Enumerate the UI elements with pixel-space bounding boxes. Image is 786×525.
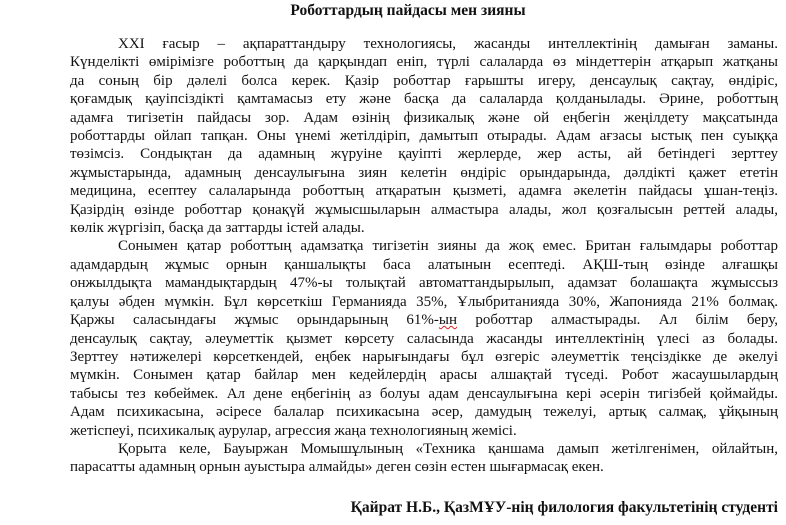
- text-line: Күнделікті өмірімізге роботтың да қарқындап еніп, түрлі салаларда өз міндеттерін атқарып жатқаны: [70, 54, 778, 71]
- text-line: роботтарды ойлап тапқан. Оны үнемі жетілдіріп, дамытып отырады. Адам ағзасы ыстық пен суыққа: [70, 128, 778, 145]
- text-line: Адам психикасына, әсіресе балалар психикасына әсер, дамудың тежелуі, артық салмақ, ұйқының: [70, 404, 778, 421]
- text-line: парасатты адамның орнын ауыстыра алмайды» деген сөзін естен шығармасақ екен.: [70, 459, 604, 476]
- text-line: Қаржы саласындағы жұмыс орындарының 61%-ын роботтар алмастырады. Ал білім беру,: [70, 312, 778, 329]
- text-line: Қазірдің өзінде роботтар қонақүй жұмысшыларын алмастыра алады, жол қозғалысын реттей алады,: [70, 201, 778, 218]
- text-line: мүмкін. Сонымен қатар байлар мен кедейлердің арасы алшақтай түседі. Робот жасаушылардың: [70, 367, 778, 384]
- text-line: Қорыта келе, Бауыржан Момышұлының «Техника қаншама дамып жетілгенімен, ойлайтын,: [118, 440, 778, 457]
- text-line: жетіспеуі, психикалық аурулар, агрессия жаңа технологияның жемісі.: [70, 422, 517, 439]
- text-line: қалуы әбден мүмкін. Бұл көрсеткіш Германияда 35%, Ұлыбританияда 30%, Жапонияда 21% болмақ.: [70, 293, 778, 310]
- text-line: XXI ғасыр – ақпараттандыру технологиясы, жасанды интеллектінің дамыған заманы.: [118, 36, 778, 52]
- author-signature: Қайрат Н.Б., ҚазМҰУ-нің филология факультетінің студенті: [350, 499, 778, 516]
- text-line: төзімсіз. Сондықтан да адамның жүруіне қауіпті жерлерде, жер асты, ай бетіндегі зерттеу: [70, 146, 778, 163]
- text-line: Зерттеу нәтижелері көрсеткендей, еңбек нарығындағы бұл өзгеріс әлеуметтік теңсіздікке де әкелуі: [70, 348, 778, 365]
- spellcheck-mark: ын: [438, 312, 458, 329]
- paragraph: [70, 35, 778, 237]
- text-line: адамдардың жұмыс орнын қаншалықты баса алатынын есептеді. АҚШ-тың өзінде алғашқы: [70, 256, 778, 273]
- text-line: да соның бір дәлелі болса керек. Қазір роботтар ғарышты игеру, денсаулық сақтау, өндіріс,: [70, 72, 778, 89]
- text-line: денсаулық сақтау, әлеуметтік қызмет көрсету саласында жасанды интеллектінің үлесі аз болады.: [70, 330, 778, 347]
- paragraph: [70, 237, 778, 439]
- text-line: медицина, есептеу салаларында роботтың атқаратын қызметі, адамға әкелетін пайдасы ұшан-теңіз.: [70, 183, 778, 200]
- text-line: адамға тигізетін пайдасы зор. Адам өзінің физикалық және ой еңбегін жеңілдету мақсатында: [70, 109, 778, 126]
- document-title: Роботтардың пайдасы мен зияны: [290, 2, 526, 19]
- text-line: табысы тез көбеймек. Ал дене еңбегінің аз болуы адам денсаулығына кері әсерін тигізбей қоймайды.: [70, 385, 778, 402]
- document-body: [70, 35, 778, 477]
- text-line: онжылдықта мамандықтардың 47%-ы толықтай автоматтандырылып, адамзат болашақта жұмыссыз: [70, 275, 778, 292]
- text-line: жұмыстарында, адамның денсаулығына зиян келетін өндіріс орындарында, дәлдікті қажет ететін: [70, 164, 778, 181]
- text-line: қоғамдық қауіпсіздікті қамтамасыз ету және басқа да салаларда қолданылады. Әрине, роботтың: [70, 91, 778, 108]
- paragraph: [70, 440, 778, 477]
- text-line: көлік жүргізіп, басқа да заттарды істей алады.: [70, 220, 365, 237]
- text-line: Сонымен қатар роботтың адамзатқа тигізетін зияны да жоқ емес. Британ ғалымдары роботтар: [118, 238, 778, 255]
